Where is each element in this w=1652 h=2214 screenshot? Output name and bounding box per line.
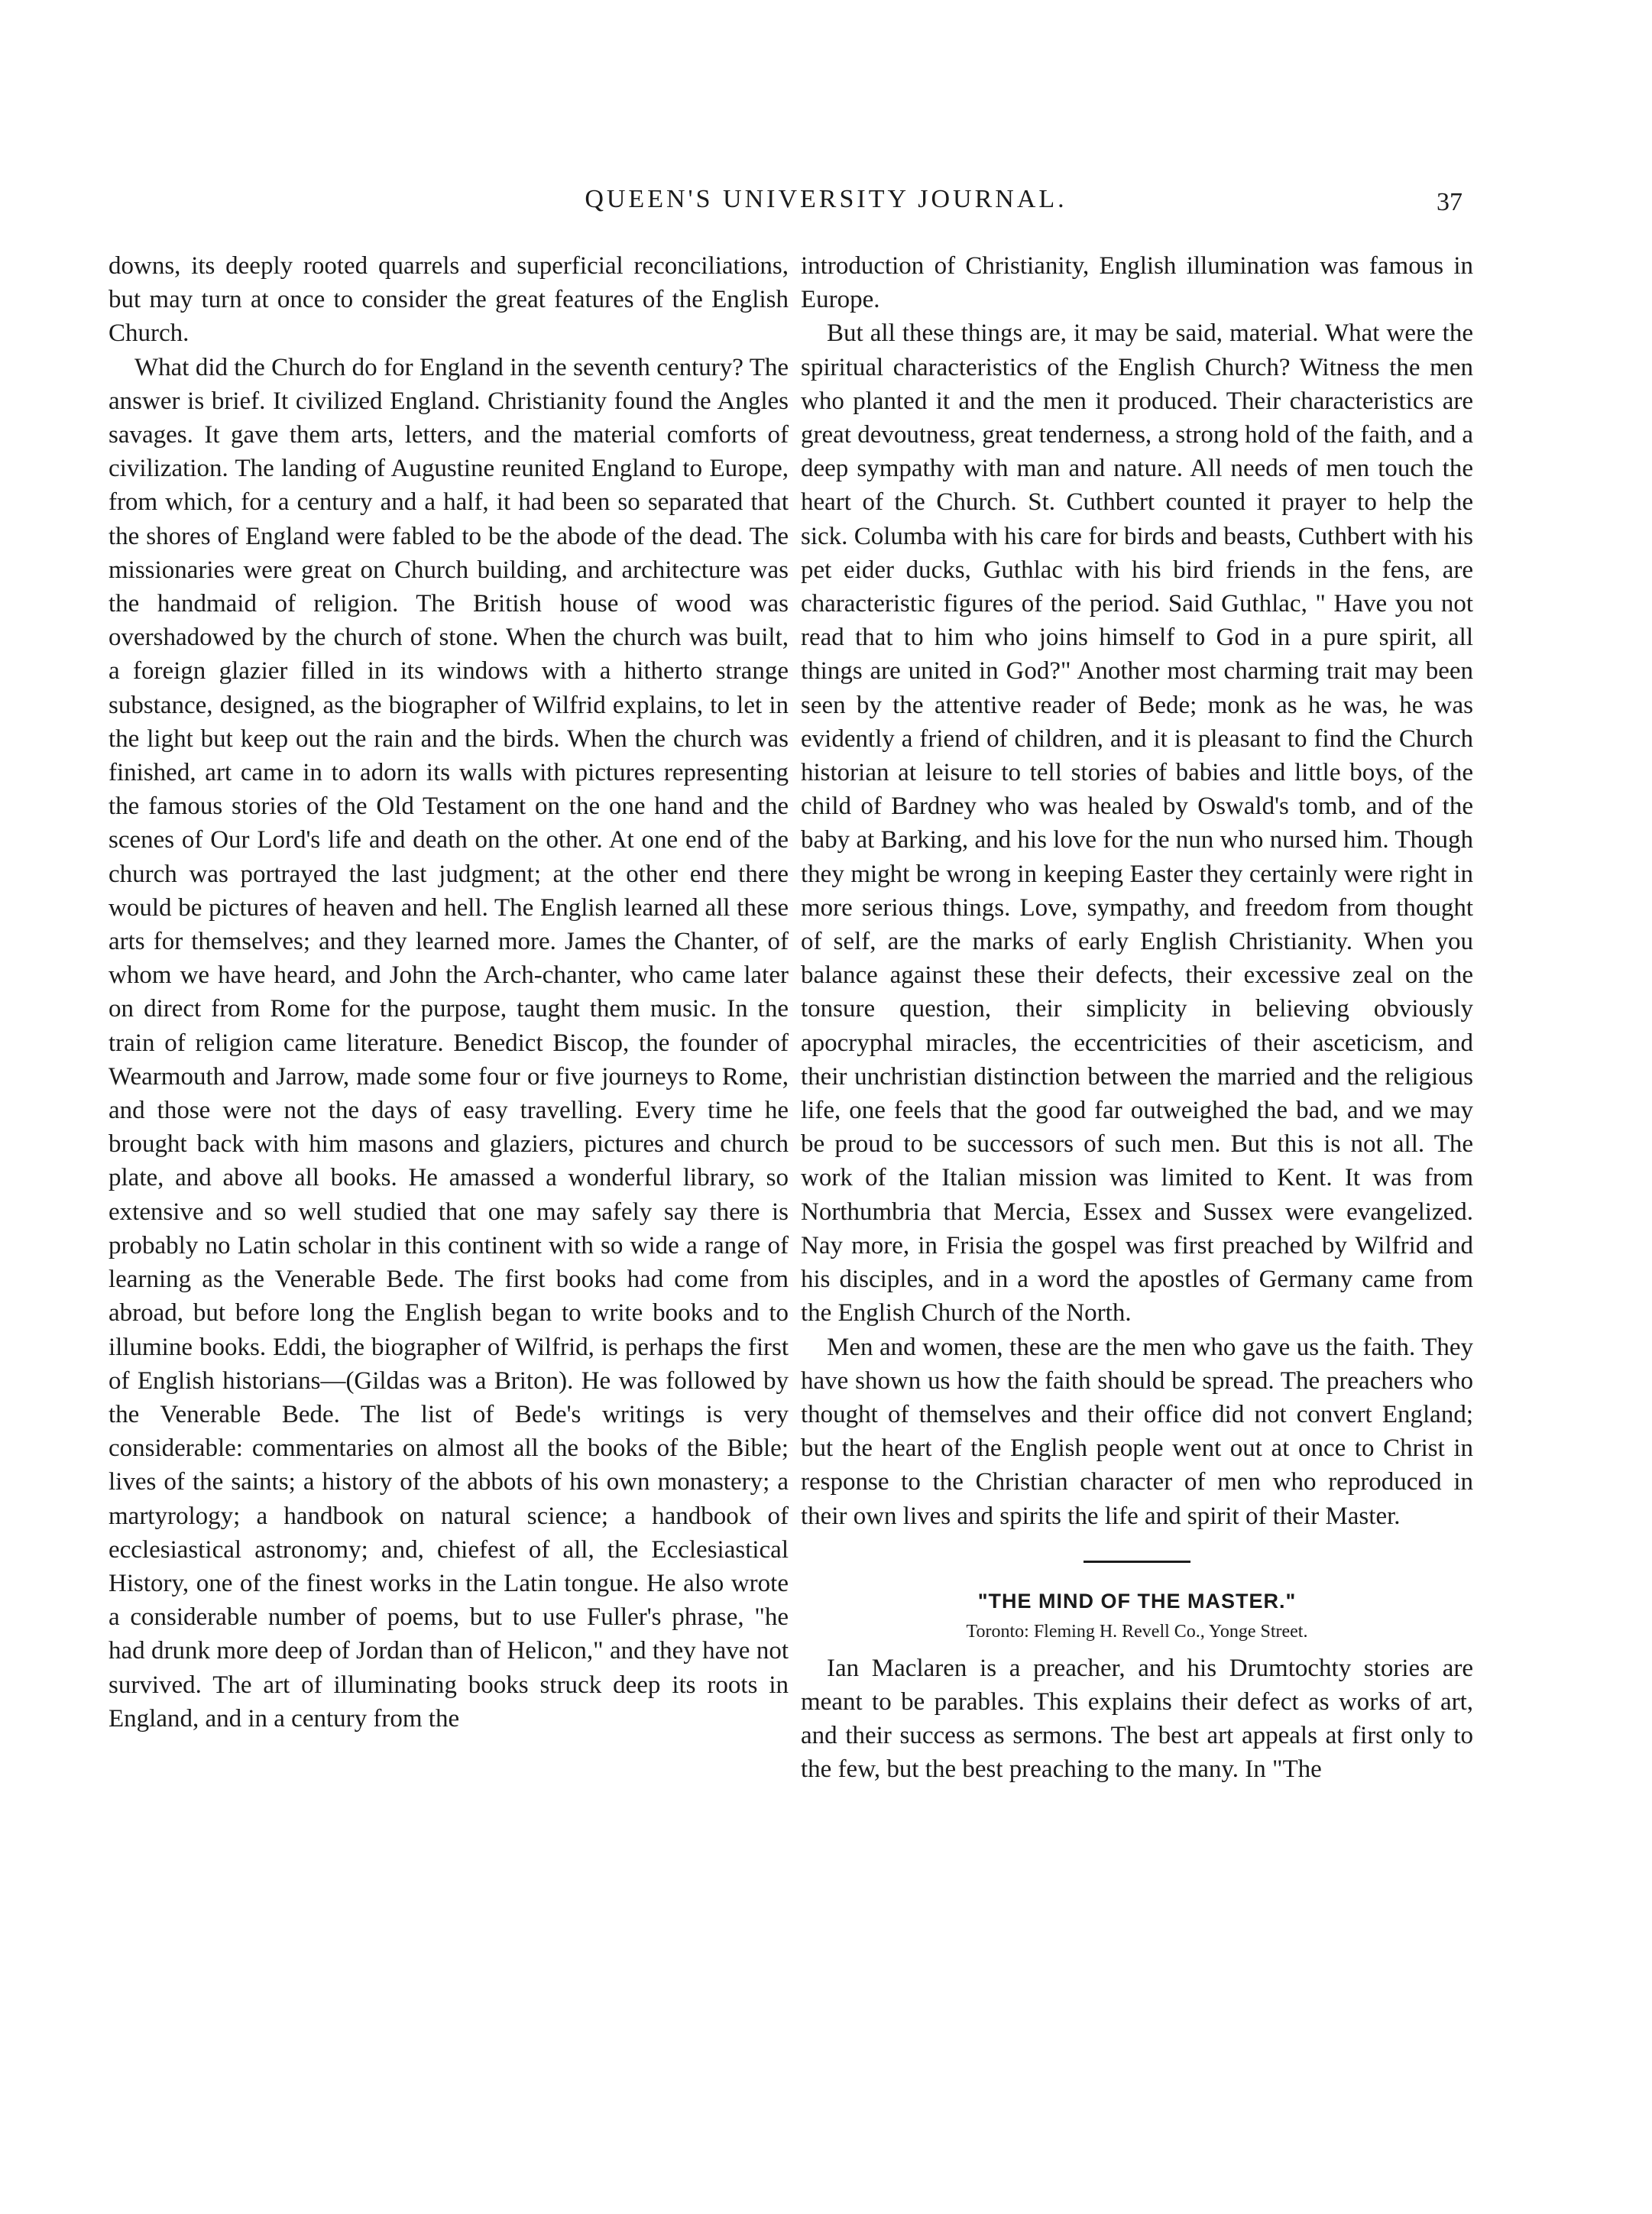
paragraph: introduction of Christianity, English illumination was famous in Europe. [801,252,1473,314]
right-column [801,249,1473,1787]
paragraph: What did the Church do for England in the seventh century? The answer is brief. It civilized England. Christianity found the Angles savages. It gave them arts, letters, and the material comforts of civilization. The landing of Augustine reunited England to Europe, from which, for a century and a half, it had been so separated that the shores of England were fabled to be the abode of the dead. The missionaries were great on Church building, and architecture was the handmaid of religion. The British house of wood was overshadowed by the church of stone. When the church was built, a foreign glazier filled in its windows with a hitherto strange substance, designed, as the biographer of Wilfrid explains, to let in the light but keep out the rain and the birds. When the church was finished, art came in to adorn its walls with pictures representing the famous stories of the Old Testament on the one hand and the scenes of Our Lord's life and death on the other. At one end of the church was portrayed the last judgment; at the other end there would be pictures of heaven and hell. The English learned all these arts for themselves; and they learned more. James the Chanter, of whom we have heard, and John the Arch-chanter, who came later on direct from Rome for the purpose, taught them music. In the train of religion came literature. Benedict Biscop, the founder of Wearmouth and Jarrow, made some four or five journeys to Rome, and those were not the days of easy travelling. Every time he brought back with him masons and glaziers, pictures and church plate, and above all books. He amassed a wonderful library, so extensive and so well studied that one may safely say there is probably no Latin scholar in this continent with so wide a range of learning as the Venerable Bede. The first books had come from abroad, but before long the English began to write books and to illumine books. Eddi, the biographer of Wilfrid, is perhaps the first of English historians—(Gildas was a Briton). He was followed by the Venerable Bede. The list of Bede's writings is very considerable: commentaries on almost all the books of the Bible; lives of the saints; a history of the abbots of his own monastery; a martyrology; a handbook on natural science; a handbook of ecclesiastical astronomy; and, chiefest of all, the Ecclesiastical History, one of the finest works in the Latin tongue. He also wrote a considerable number of poems, but to use Fuller's phrase, "he had drunk more deep of Jordan than of Helicon," and they have not survived. The art of illuminating books struck deep its roots in England, and in a century from the [109,353,789,1733]
running-header: QUEEN'S UNIVERSITY JOURNAL. [585,185,1067,213]
left-column [109,249,789,1736]
section-divider [1084,1561,1190,1563]
paragraph: But all these things are, it may be said, material. What were the spiritual characteristics of the English Church? Witness the men who planted it and the men it produced. Their characteristics are great devoutness, great tenderness, a strong hold of the faith, and a deep sympathy with man and nature. All needs of men touch the heart of the Church. St. Cuthbert counted it prayer to help the sick. Columba with his care for birds and beasts, Cuthbert with his pet eider ducks, Guthlac with his bird friends in the fens, are characteristic figures of the period. Said Guthlac, " Have you not read that to him who joins himself to God in a pure spirit, all things are united in God?" Another most charming trait may been seen by the attentive reader of Bede; monk as he was, he was evidently a friend of children, and it is pleasant to find the Church historian at leisure to tell stories of babies and little boys, of the child of Bardney who was healed by Oswald's tomb, and of the baby at Barking, and his love for the nun who nursed him. Though they might be wrong in keeping Easter they certainly were right in more serious things. Love, sympathy, and freedom from thought of self, are the marks of early English Christianity. When you balance against these their defects, their excessive zeal on the tonsure question, their simplicity in believing obviously apocryphal miracles, the eccentricities of their asceticism, and their unchristian distinction between the married and the religious life, one feels that the good far outweighed the bad, and we may be proud to be successors of such men. But this is not all. The work of the Italian mission was limited to Kent. It was from Northumbria that Mercia, Essex and Sussex were evangelized. Nay more, in Frisia the gospel was first preached by Wilfrid and his disciples, and in a word the apostles of Germany came from the English Church of the North. [801,319,1473,1327]
review-title: "THE MIND OF THE MASTER." [977,1589,1297,1613]
paragraph: Men and women, these are the men who gave us the faith. They have shown us how the faith should be spread. The preachers who thought of themselves and their office did not convert England; but the heart of the English people went out at once to Christ in response to the Christian character of men who reproduced in their own lives and spirits the life and spirit of their Master. [801,1333,1473,1530]
review-publisher: Toronto: Fleming H. Revell Co., Yonge Street. [966,1621,1308,1642]
paragraph: Ian Maclaren is a preacher, and his Drumtochty stories are meant to be parables. This explains their defect as works of art, and their success as sermons. The best art appeals at first only to the few, but the best preaching to the many. In "The [801,1654,1473,1784]
paragraph: downs, its deeply rooted quarrels and superficial reconciliations, but may turn at once to consider the great features of the English Church. [109,252,789,348]
page-number: 37 [1437,188,1463,216]
